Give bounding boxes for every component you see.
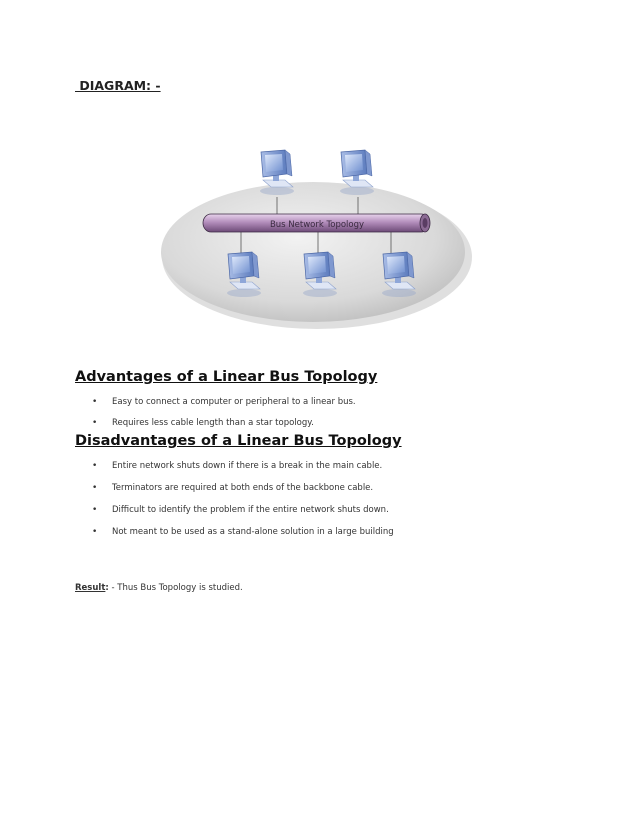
list-item: • Entire network shuts down if there is a break in the main cable. bbox=[92, 461, 383, 471]
list-item: • Not meant to be used as a stand-alone solution in a large building bbox=[92, 527, 394, 537]
list-item: • Easy to connect a computer or peripheral to a linear bus. bbox=[92, 397, 356, 407]
computer-icon bbox=[260, 150, 294, 195]
bullet-icon: • bbox=[92, 461, 98, 471]
result-text: - Thus Bus Topology is studied. bbox=[108, 583, 243, 593]
computer-icon bbox=[382, 252, 416, 297]
bullet-icon: • bbox=[92, 483, 98, 493]
bus-topology-diagram bbox=[150, 140, 490, 335]
advantages-title: Advantages of a Linear Bus Topology bbox=[75, 369, 378, 385]
bus-cable bbox=[203, 214, 430, 232]
bullet-icon: • bbox=[92, 418, 98, 428]
list-item: • Difficult to identify the problem if the entire network shuts down. bbox=[92, 505, 389, 515]
list-item: • Requires less cable length than a star topology. bbox=[92, 418, 314, 428]
diagram-heading: DIAGRAM: - bbox=[75, 78, 161, 93]
computer-icon bbox=[303, 252, 337, 297]
advantages-list bbox=[0, 397, 356, 429]
computer-icon bbox=[340, 150, 374, 195]
disadvantages-list bbox=[0, 461, 394, 538]
computer-icon bbox=[227, 252, 261, 297]
bullet-icon: • bbox=[92, 527, 98, 537]
bullet-icon: • bbox=[92, 505, 98, 515]
bus-label: Bus Network Topology bbox=[269, 220, 365, 230]
disadvantages-title: Disadvantages of a Linear Bus Topology bbox=[75, 433, 402, 449]
result-line: Result: - Thus Bus Topology is studied. bbox=[75, 583, 243, 593]
bullet-icon: • bbox=[92, 397, 98, 407]
list-item: • Terminators are required at both ends of the backbone cable. bbox=[92, 483, 374, 493]
result-label: Result bbox=[75, 583, 106, 593]
